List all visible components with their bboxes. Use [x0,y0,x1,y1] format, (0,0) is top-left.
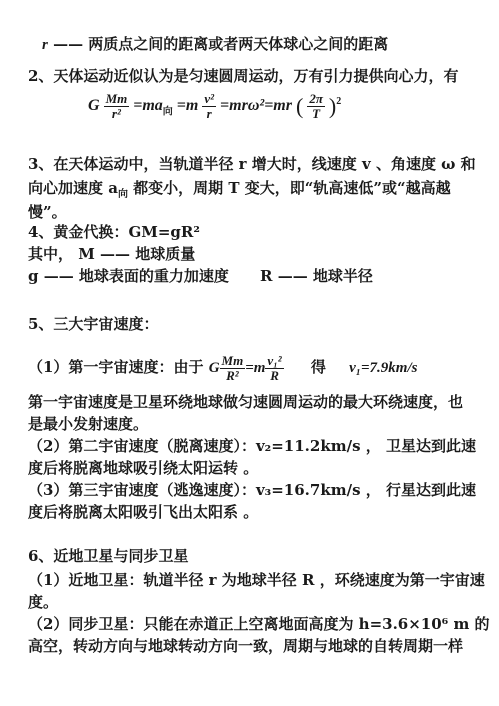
item-4-note: 其中， M —— 地球质量 [28,245,196,263]
near-earth-line1: （1）近地卫星：轨道半径 r 为地球半径 R ，环绕速度为第一宇宙速 [28,571,485,589]
item-4-g: g —— 地球表面的重力加速度 R —— 地球半径 [28,267,373,285]
item-2: 2、天体运动近似认为是匀速圆周运动，万有引力提供向心力，有 [28,67,459,85]
item-4: 4、黄金代换：GM=gR² [28,223,200,241]
fraction-mm-R2: $\frac{Mm}{\text{R²}}$ [221,352,244,383]
fraction-v2-r: $\frac{\text{v²}}{r}$ [204,91,215,121]
first-velocity-desc1: 第一宇宙速度是卫星环绕地球做匀速圆周运动的最大环绕速度，也 [28,393,464,411]
fraction-mm-r2: $\frac{Mm}{\text{r²}}$ [105,91,128,121]
gravity-formula: G $\frac{Mm}{\text{r²}}$ $=ma_向 =m$ $\frac{\text{v²}}{r}$ =mrω²=mr ( $\frac{2\pi}{T}$ )$^2$ [88,91,342,121]
r-definition: r —— 两质点之间的距离或者两天体球心之间的距离 [42,35,389,53]
item-3-line2: 向心加速度 $a_向$ 都变小，周期 T 变大，即“轨高速低”或“越高越 [28,179,451,200]
geosync-line2: 高空，转动方向与地球转动方向一致，周期与地球的自转周期一样 [28,637,464,655]
near-earth-line2: 度。 [28,593,59,611]
second-velocity-line1: （2）第二宇宙速度（脱离速度）：v₂=11.2km/s ， 卫星达到此速 [28,437,476,455]
third-velocity-line2: 度后将脱离太阳吸引飞出太阳系 。 [28,503,259,521]
item-3-line1: 3、在天体运动中，当轨道半径 r 增大时，线速度 v 、角速度 ω 和 [28,155,476,173]
item-5: 5、三大宇宙速度： [28,315,159,333]
first-velocity-desc2: 是最小发射速度。 [28,415,149,433]
third-velocity-line1: （3）第三宇宙速度（逃逸速度）：v₃=16.7km/s ， 行星达到此速 [28,481,476,499]
fraction-v1-R: $\frac{\text{v₁²}}{R}$ [267,352,282,383]
fraction-2pi-t: $\frac{2\pi}{T}$ [309,91,323,121]
first-cosmic-velocity: （1）第一宇宙速度：由于 G $\frac{Mm}{\text{R²}}$ =m $\frac{\text{v₁²}}{R}$ 得 v₁=7.9km/s [28,352,418,383]
item-6: 6、近地卫星与同步卫星 [28,547,189,565]
geosync-line1: （2）同步卫星：只能在赤道正上空离地面高度为 h=3.6×10⁶ m 的 [28,615,490,633]
item-3-line3: 慢”。 [28,203,67,221]
second-velocity-line2: 度后将脱离地球吸引绕太阳运转 。 [28,459,259,477]
